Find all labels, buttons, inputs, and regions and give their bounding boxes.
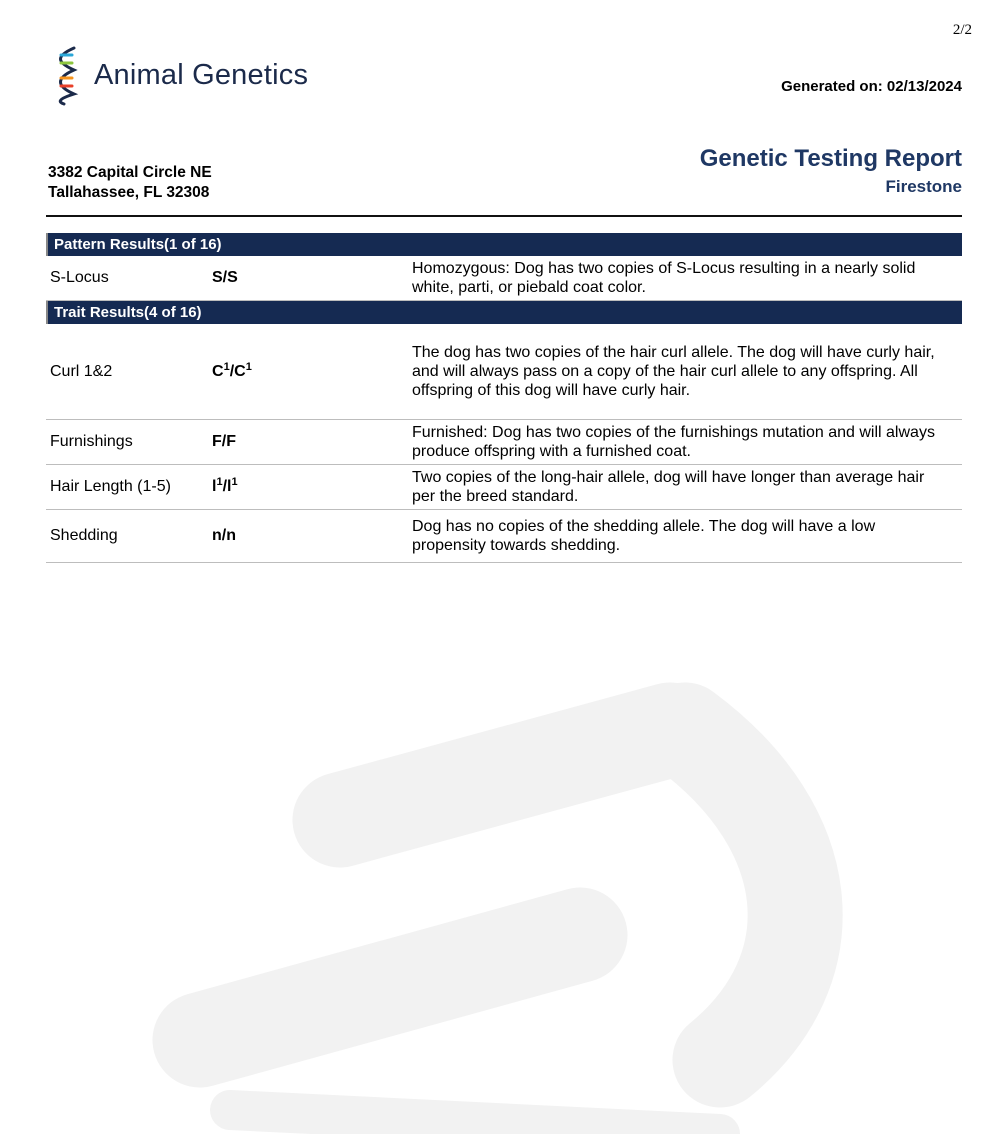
locus-name: S-Locus bbox=[50, 269, 109, 286]
allele-superscript: 1 bbox=[216, 476, 223, 488]
subject-name: Firestone bbox=[885, 177, 962, 196]
allele: F bbox=[212, 433, 222, 450]
genotype-separator: / bbox=[221, 433, 227, 450]
section-header: Pattern Results(1 of 16) bbox=[46, 233, 962, 256]
header-divider bbox=[46, 215, 962, 217]
section-header: Trait Results(4 of 16) bbox=[46, 301, 962, 324]
allele: S bbox=[227, 269, 238, 286]
allele: n bbox=[226, 527, 237, 544]
table-row bbox=[46, 256, 962, 301]
watermark-logo bbox=[0, 640, 1008, 1134]
genotype-separator: / bbox=[229, 362, 235, 380]
allele-superscript: 1 bbox=[231, 476, 238, 488]
table-row bbox=[46, 324, 962, 420]
address-line-2: Tallahassee, FL 32308 bbox=[48, 184, 210, 201]
result-description: Two copies of the long-hair allele, dog will have longer than average hair per the breed standard. bbox=[412, 469, 925, 505]
allele: $l^1$ bbox=[227, 476, 238, 495]
report-title: Genetic Testing Report bbox=[699, 145, 962, 172]
results-table bbox=[46, 233, 962, 563]
locus-name: Furnishings bbox=[50, 433, 133, 450]
result-description: Homozygous: Dog has two copies of S-Locus resulting in a nearly solid white, parti, or piebald coat color. bbox=[412, 260, 916, 296]
report-title-block bbox=[700, 145, 962, 197]
locus-name: Shedding bbox=[50, 527, 118, 544]
table-row bbox=[46, 510, 962, 563]
brand-name: Animal Genetics bbox=[94, 58, 309, 91]
dna-helix-icon bbox=[52, 44, 84, 106]
address-line-1: 3382 Capital Circle NE bbox=[48, 164, 212, 181]
table-row bbox=[46, 420, 962, 465]
allele-superscript: 1 bbox=[223, 360, 230, 373]
genotype bbox=[212, 478, 412, 496]
generated-date: Generated on: 02/13/2024 bbox=[781, 78, 962, 95]
genotype bbox=[212, 433, 412, 451]
genotype-separator: / bbox=[222, 269, 228, 286]
lab-address bbox=[48, 163, 212, 203]
genotype bbox=[212, 527, 412, 545]
locus-name: Hair Length (1-5) bbox=[50, 478, 171, 495]
page-number: 2/2 bbox=[952, 22, 972, 38]
allele: $C^1$ bbox=[212, 360, 230, 380]
result-description: The dog has two copies of the hair curl allele. The dog will have curly hair, and will always pass on a copy of the hair curl allele to any offspring. All offspring of this dog will have curly hair. bbox=[412, 344, 935, 399]
allele-superscript: 1 bbox=[245, 360, 252, 373]
genotype bbox=[212, 360, 412, 381]
genotype-separator: / bbox=[222, 478, 228, 495]
allele: S bbox=[212, 269, 223, 286]
allele: $l^1$ bbox=[212, 476, 223, 495]
genotype-separator: / bbox=[221, 527, 227, 544]
allele: F bbox=[226, 433, 237, 450]
genotype bbox=[212, 269, 412, 287]
result-description: Furnished: Dog has two copies of the furnishings mutation and will always produce offspring with a furnished coat. bbox=[412, 424, 935, 460]
allele: n bbox=[212, 527, 222, 544]
result-description: Dog has no copies of the shedding allele. The dog will have a low propensity towards shedding. bbox=[412, 518, 876, 554]
pattern-section bbox=[46, 233, 962, 301]
trait-section bbox=[46, 301, 962, 563]
brand-logo bbox=[52, 44, 308, 106]
allele: $C^1$ bbox=[234, 360, 252, 380]
table-row bbox=[46, 465, 962, 510]
locus-name: Curl 1&2 bbox=[50, 362, 113, 380]
